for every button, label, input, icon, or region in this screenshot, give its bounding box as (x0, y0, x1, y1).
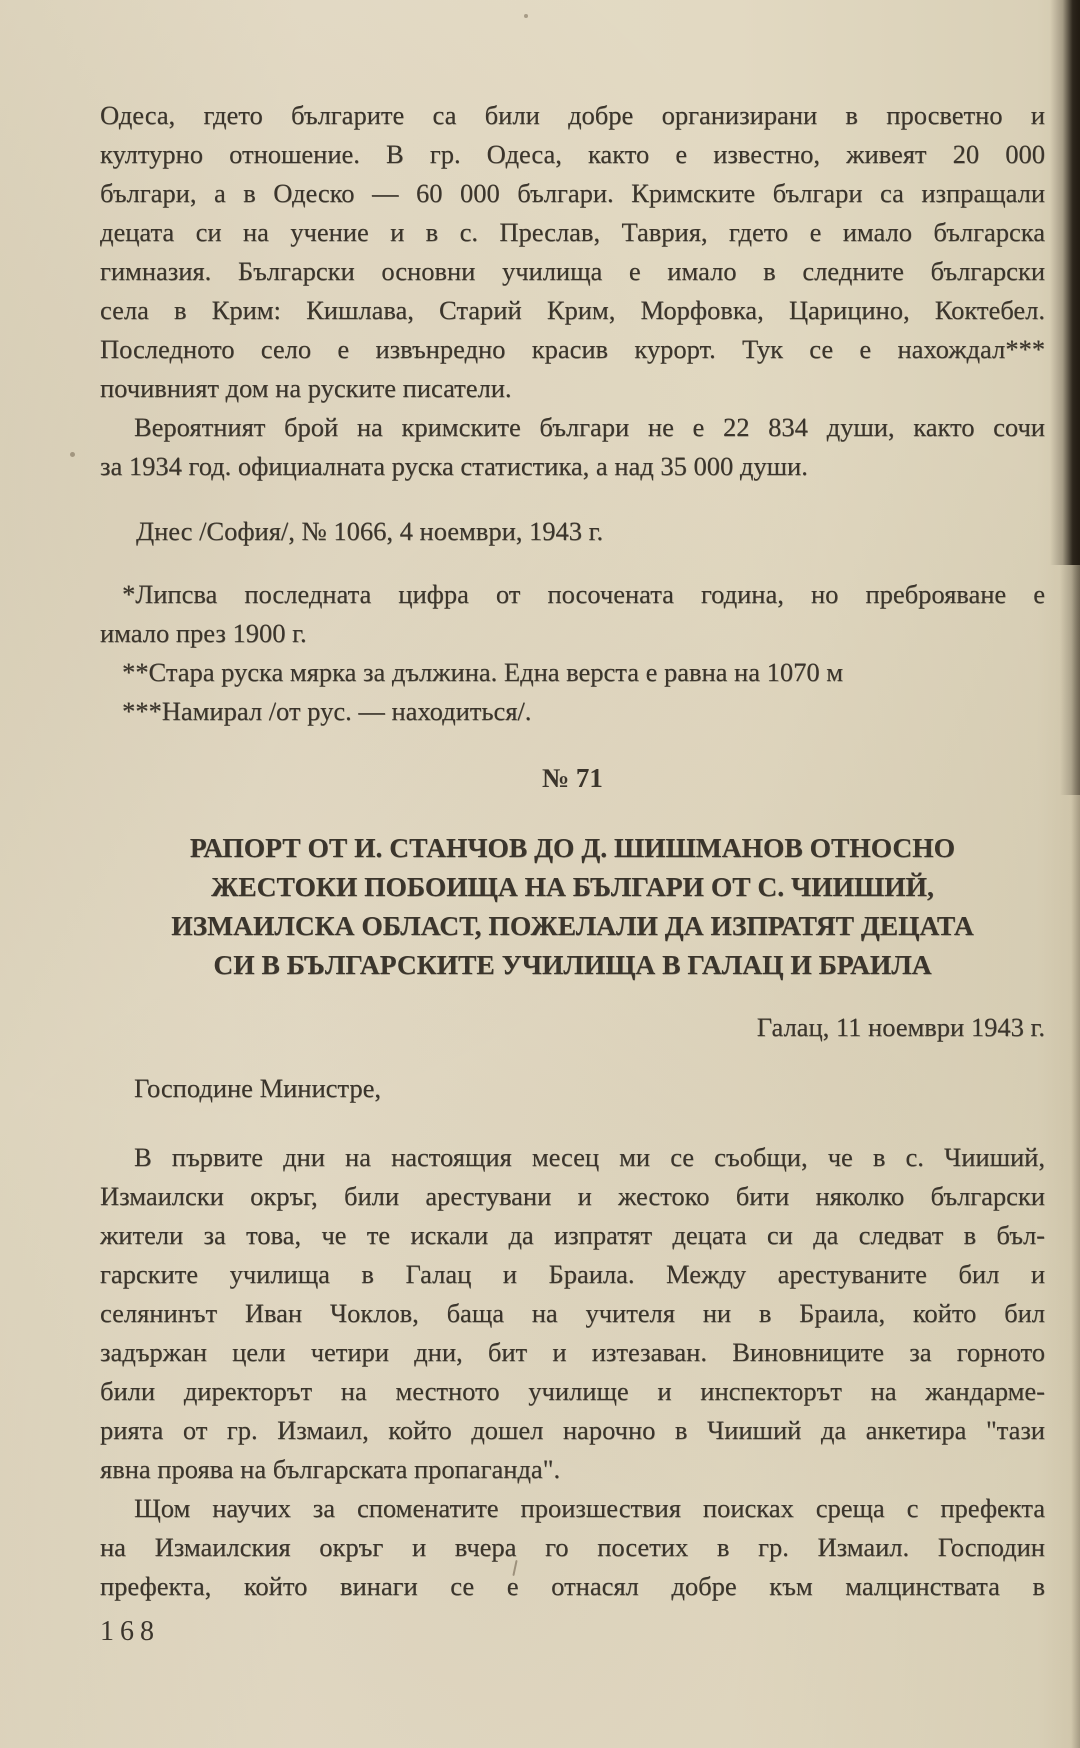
paragraph-line: били директорът на местното училище и инспекторът на жандарме- (100, 1376, 1045, 1406)
book-edge-shadow-full (1071, 0, 1080, 1748)
paragraph-line: Последното село е извънредно красив курорт. Тук се е нахождал*** (100, 334, 1045, 364)
footnote-line: *Липсва последната цифра от посочената година, но преброяване е (122, 579, 1045, 609)
paragraph-line: Вероятният брой на кримските българи не е 22 834 души, както сочи (134, 412, 1045, 442)
title-line: СИ В БЪЛГАРСКИТЕ УЧИЛИЩА В ГАЛАЦ И БРАИЛА (213, 949, 932, 980)
paragraph-line: явна проява на българската пропаганда". (100, 1454, 561, 1484)
title-line: ИЗМАИЛСКА ОБЛАСТ, ПОЖЕЛАЛИ ДА ИЗПРАТЯТ ДЕЦАТА (171, 910, 974, 941)
paragraph-line: гарските училища в Галац и Браила. Между арестуваните бил и (100, 1259, 1045, 1289)
paragraph-line: рията от гр. Измаил, който дошел нарочно в Чииший да анкетира "тази (100, 1415, 1045, 1445)
paragraph-line: В първите дни на настоящия месец ми се съобщи, че в с. Чииший, (134, 1142, 1045, 1172)
title-line: РАПОРТ ОТ И. СТАНЧОВ ДО Д. ШИШМАНОВ ОТНОСНО (189, 832, 956, 863)
paragraph-line: селянинът Иван Чоклов, баща на учителя ни в Браила, който бил (100, 1298, 1045, 1328)
document-title (100, 828, 1045, 984)
document-number: № 71 (542, 763, 603, 793)
paragraph-line: префекта, който винаги се е отнасял добре към малцинствата в (100, 1571, 1045, 1601)
paper-speck (524, 14, 528, 18)
page-number: 168 (100, 1616, 160, 1647)
paragraph-line: гимназия. Български основни училища е имало в следните български (100, 256, 1045, 286)
paragraph-line: за 1934 год. официалната руска статистика, а над 35 000 души. (100, 451, 808, 481)
paragraph-line: села в Крим: Кишлава, Старий Крим, Морфовка, Царицино, Коктебел. (100, 295, 1045, 325)
footnote-line: **Стара руска мярка за дължина. Една верста е равна на 1070 м (122, 657, 844, 687)
footnote-line: ***Намирал /от рус. — находиться/. (122, 696, 532, 726)
dateline: Галац, 11 ноември 1943 г. (756, 1012, 1045, 1042)
paragraph-line: Щом научих за споменатите произшествия поисках среща с префекта (134, 1493, 1045, 1523)
paper-speck (70, 452, 75, 457)
paragraph-report (100, 1138, 1045, 1489)
paragraph-line: българи, а в Одеско — 60 000 българи. Кримските българи са изпращали (100, 178, 1045, 208)
title-line: ЖЕСТОКИ ПОБОИЩА НА БЪЛГАРИ ОТ С. ЧИИШИЙ, (211, 871, 934, 902)
paragraph-odessa (100, 96, 1045, 408)
paragraph-line: задържан цели четири дни, бит и изтезаван. Виновниците за горното (100, 1337, 1045, 1367)
paragraph-line: Измаилски окръг, били арестувани и жестоко бити няколко български (100, 1181, 1045, 1211)
paragraph-meeting (100, 1489, 1045, 1606)
footnotes-block (100, 575, 1045, 731)
salutation: Господине Министре, (134, 1073, 381, 1103)
paragraph-line: културно отношение. В гр. Одеса, както е известно, живеят 20 000 (100, 139, 1045, 169)
footnote-line: имало през 1900 г. (100, 618, 307, 648)
paragraph-probable-count (100, 408, 1045, 486)
paragraph-line: Одеса, гдето българите са били добре организирани в просветно и (100, 100, 1045, 130)
paragraph-line: на Измаилския окръг и вчера го посетих в гр. Измаил. Господин (100, 1532, 1045, 1562)
text-column (100, 96, 1045, 1648)
paragraph-line: жители за това, че те искали да изпратят децата си да следват в бъл- (100, 1220, 1045, 1250)
paragraph-line: почивният дом на руските писатели. (100, 373, 512, 403)
source-citation-line: Днес /София/, № 1066, 4 ноември, 1943 г. (136, 516, 604, 546)
paragraph-line: децата си на учение и в с. Преслав, Таврия, гдето е имало българска (100, 217, 1045, 247)
